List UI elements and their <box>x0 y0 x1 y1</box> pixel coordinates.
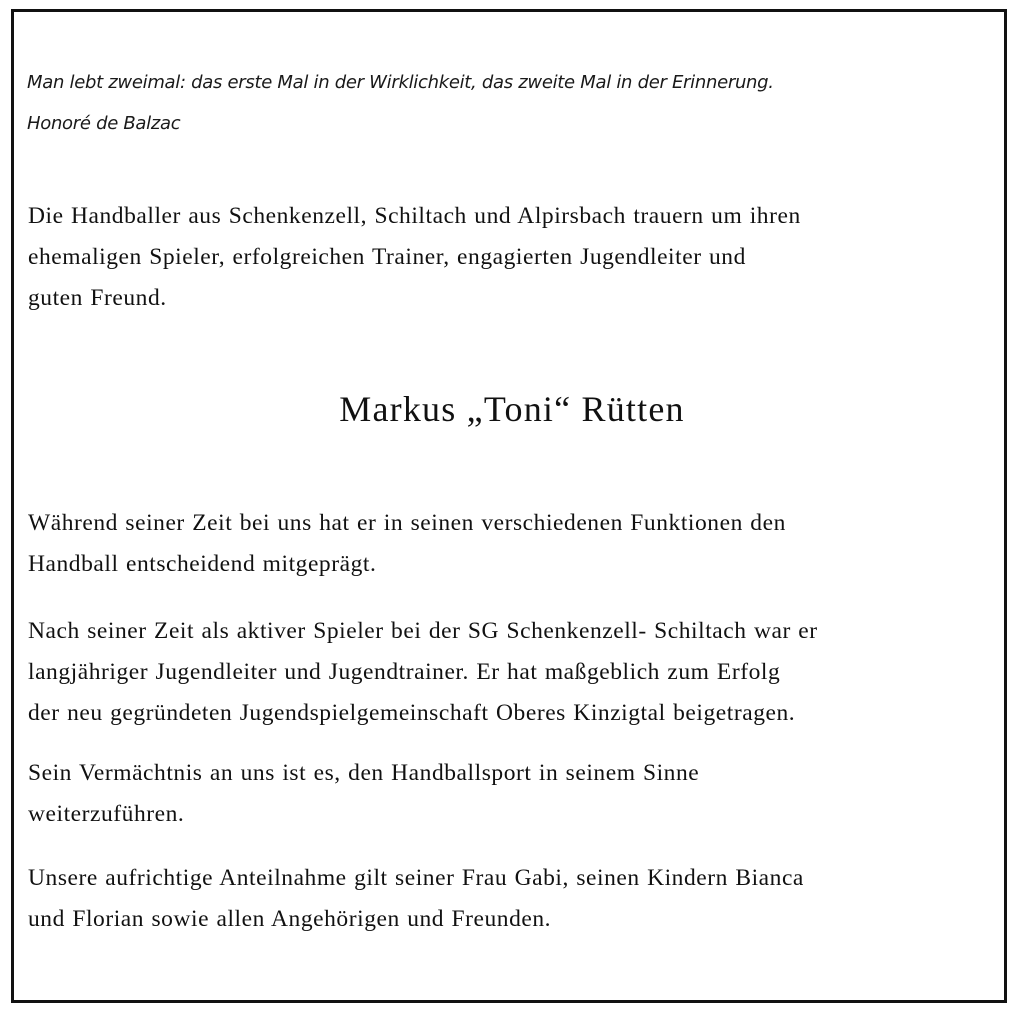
text-line: Sein Vermächtnis an uns ist es, den Handballsport in seinem Sinne <box>28 760 700 786</box>
text-line: Während seiner Zeit bei uns hat er in seinen verschiedenen Funktionen den <box>28 510 786 536</box>
text-line: der neu gegründeten Jugendspielgemeinschaft Oberes Kinzigtal beigetragen. <box>28 700 796 726</box>
text-line: Unsere aufrichtige Anteilnahme gilt seiner Frau Gabi, seinen Kindern Bianca <box>28 865 804 891</box>
deceased-name: Markus „Toni“ Rütten <box>339 389 685 429</box>
text-line: Nach seiner Zeit als aktiver Spieler bei der SG Schenkenzell- Schiltach war er <box>28 618 818 644</box>
legacy-paragraph <box>28 753 699 835</box>
career-paragraph <box>28 611 818 734</box>
tribute-paragraph <box>28 503 786 585</box>
epigraph-quote: Man lebt zweimal: das erste Mal in der Wirklichkeit, das zweite Mal in der Erinnerung. <box>27 72 774 93</box>
text-line: ehemaligen Spieler, erfolgreichen Trainer, engagierten Jugendleiter und <box>28 244 746 270</box>
text-line: und Florian sowie allen Angehörigen und Freunden. <box>28 906 552 932</box>
text-line: guten Freund. <box>28 285 167 311</box>
text-line: Die Handballer aus Schenkenzell, Schiltach und Alpirsbach trauern um ihren <box>28 203 801 229</box>
text-line: Handball entscheidend mitgeprägt. <box>28 551 377 577</box>
text-line: langjähriger Jugendleiter und Jugendtrainer. Er hat maßgeblich zum Erfolg <box>28 659 781 685</box>
text-line: weiterzuführen. <box>28 801 185 827</box>
intro-paragraph <box>28 196 801 319</box>
condolence-paragraph <box>28 858 804 940</box>
epigraph-author: Honoré de Balzac <box>27 113 181 134</box>
